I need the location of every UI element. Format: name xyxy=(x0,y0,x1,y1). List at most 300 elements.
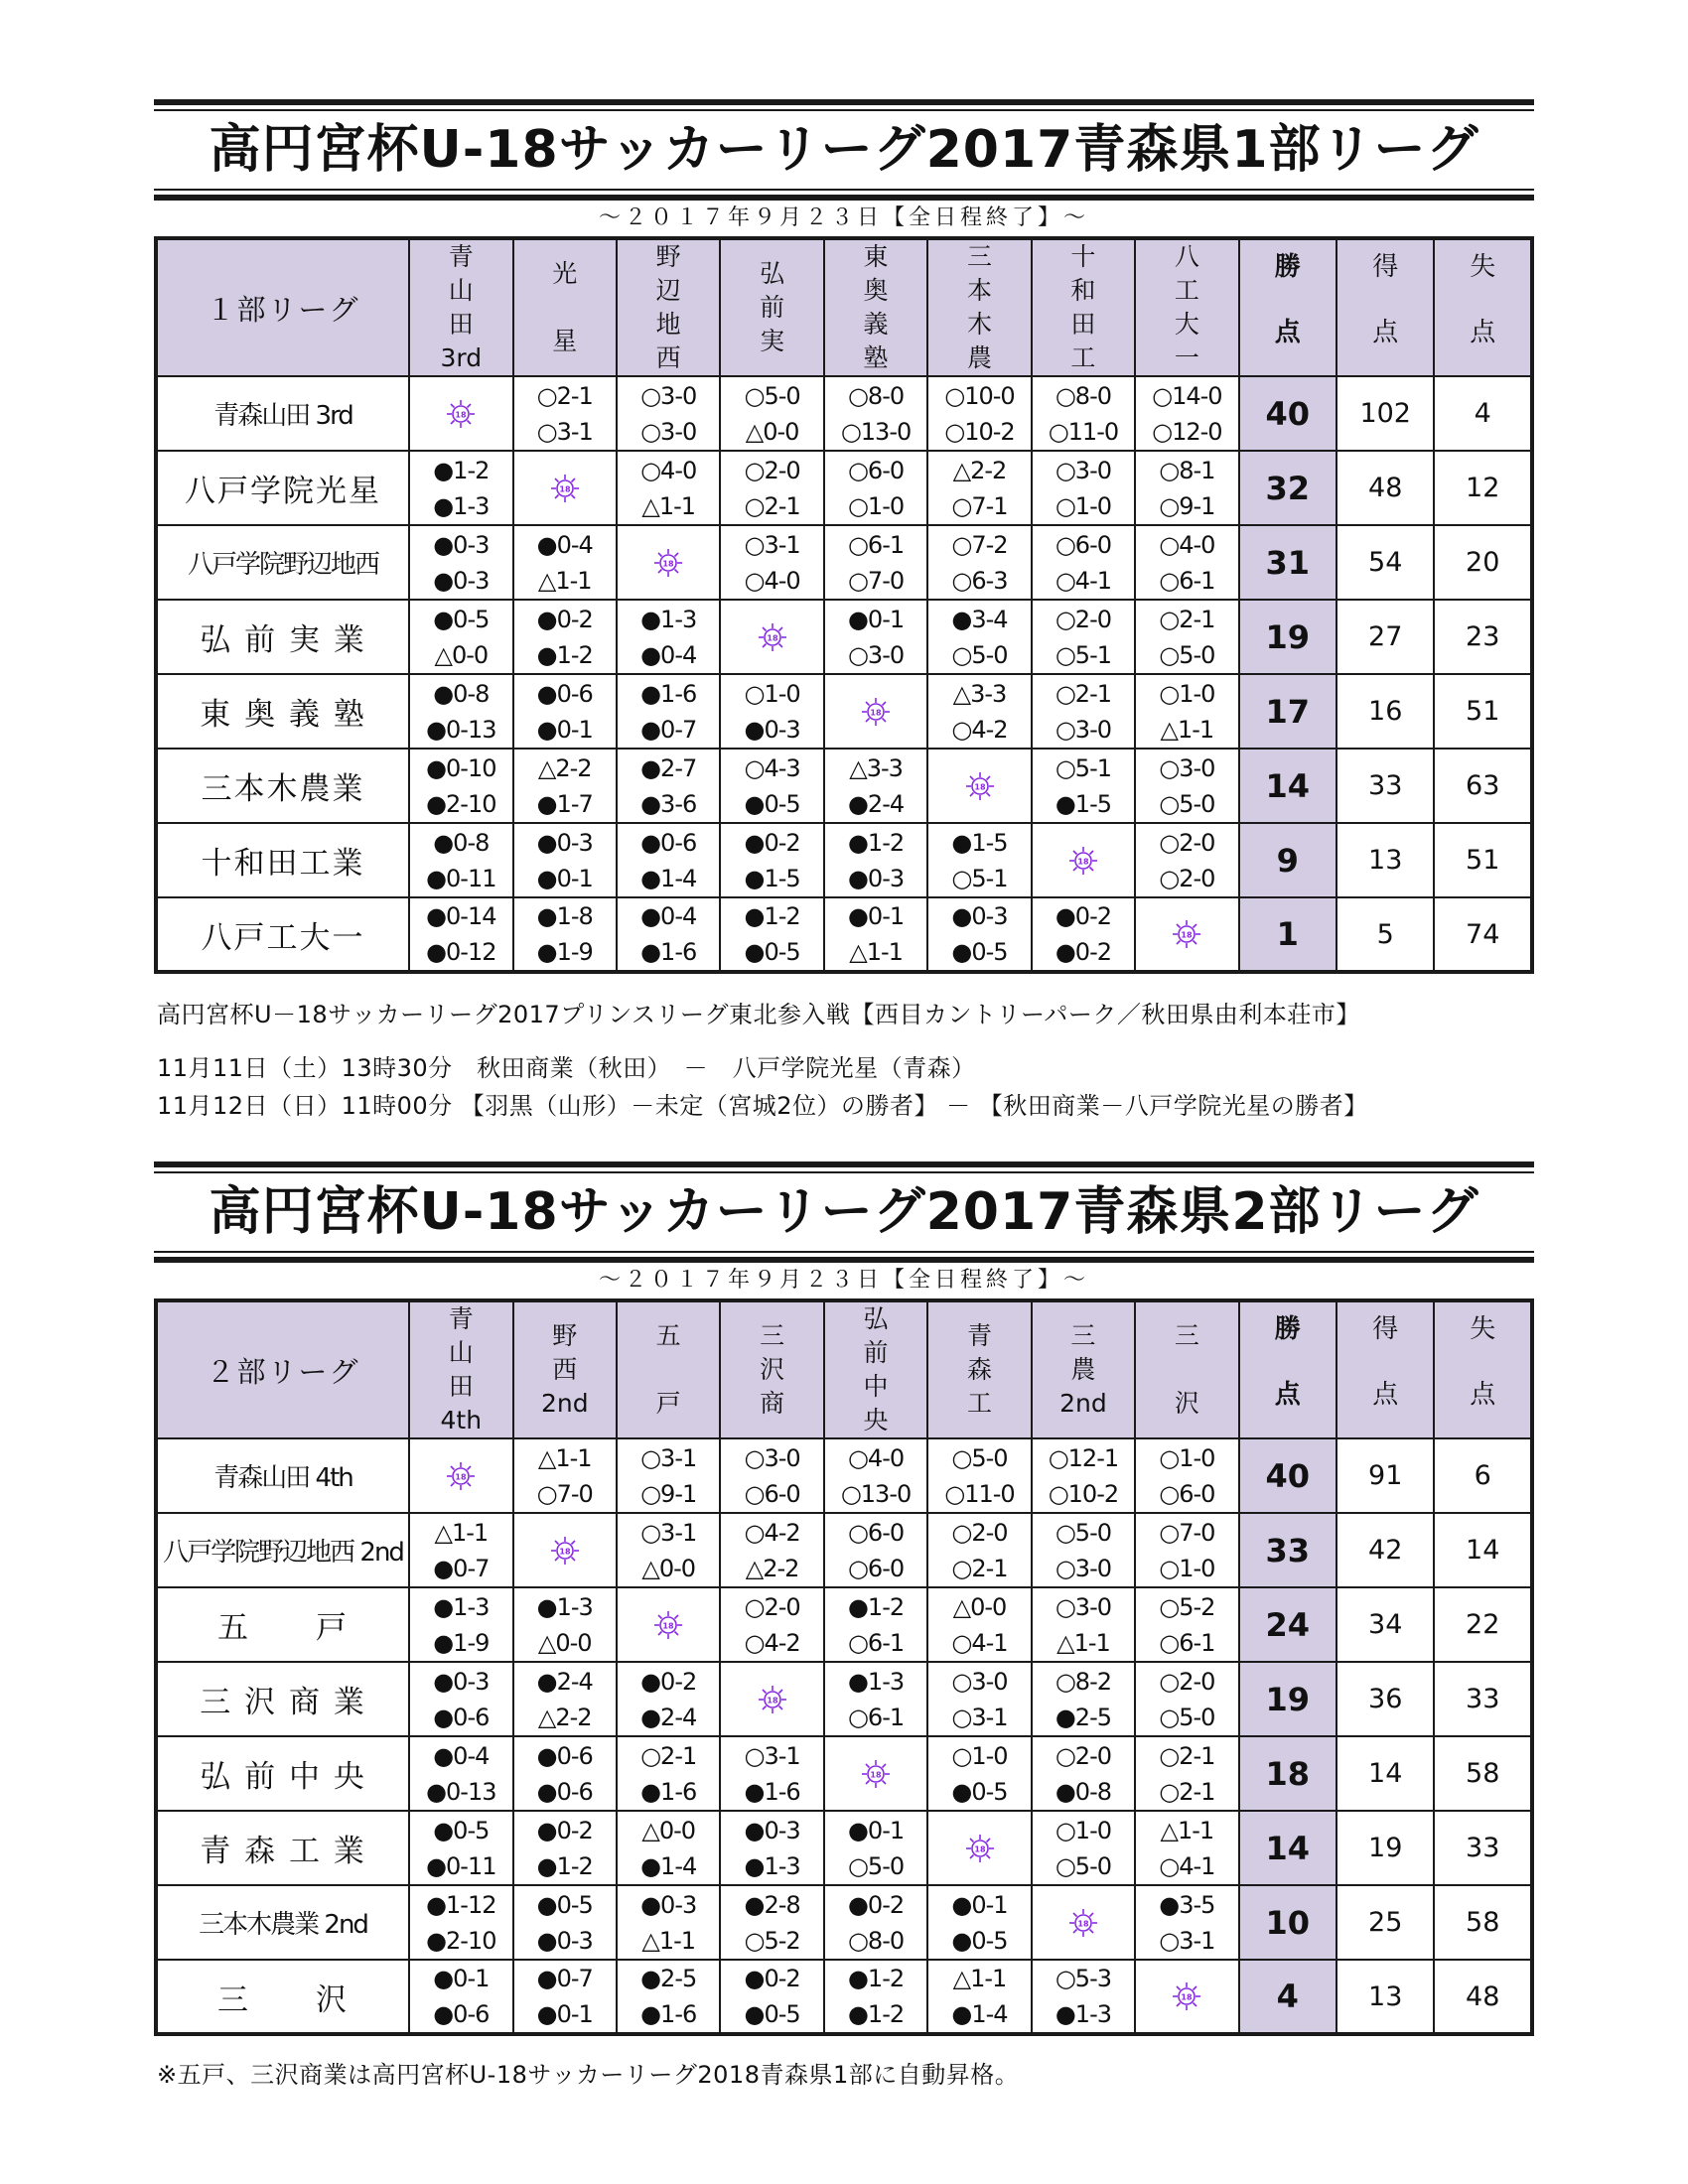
emblem-icon xyxy=(965,771,995,801)
header-row xyxy=(156,1300,1532,1438)
team-name: 五 戸 xyxy=(156,1587,409,1662)
league1-section xyxy=(154,99,1534,974)
result-cell xyxy=(409,451,512,525)
result-cell xyxy=(1032,451,1135,525)
self-match-cell xyxy=(513,1513,617,1587)
result-cell xyxy=(1032,1736,1135,1811)
first-leg-result: ●0-3 xyxy=(433,1667,490,1696)
column-header-label: 青 山 田 3rd xyxy=(440,242,483,372)
goals-against-cell: 22 xyxy=(1434,1587,1532,1662)
second-leg-result: ●2-4 xyxy=(640,1703,697,1731)
first-leg-result: ○5-1 xyxy=(1055,753,1111,782)
goals-for-cell: 25 xyxy=(1336,1885,1434,1960)
first-leg-result: ●0-3 xyxy=(951,902,1008,930)
second-leg-result: ●0-3 xyxy=(744,715,800,744)
column-header-label: 三 沢 商 xyxy=(760,1321,785,1418)
second-leg-result: ●0-3 xyxy=(847,864,905,892)
column-header-label: 野 西 2nd xyxy=(540,1321,589,1418)
result-cell xyxy=(513,1885,617,1960)
first-leg-result: ○14-0 xyxy=(1152,381,1222,410)
first-leg-result: ●0-3 xyxy=(640,1890,697,1919)
second-leg-result: ○6-0 xyxy=(847,1554,905,1582)
first-leg-result: ●0-2 xyxy=(1055,902,1111,930)
second-leg-result: ●0-5 xyxy=(951,1777,1008,1806)
self-match-cell xyxy=(927,749,1031,823)
first-leg-result: ●2-7 xyxy=(640,753,697,782)
result-cell xyxy=(824,1662,927,1736)
result-cell xyxy=(1135,674,1238,749)
table-row xyxy=(156,451,1532,525)
second-leg-result: △1-1 xyxy=(641,1926,696,1955)
emblem-icon xyxy=(861,697,891,727)
second-leg-result: △1-1 xyxy=(1160,715,1214,744)
second-leg-result: △1-1 xyxy=(1056,1628,1110,1657)
first-leg-result: ●0-1 xyxy=(847,605,905,633)
first-leg-result: ○2-1 xyxy=(1055,679,1111,708)
league1-title: 高円宮杯U-18サッカーリーグ2017青森県1部リーグ xyxy=(209,120,1479,180)
second-leg-result: ○6-1 xyxy=(1159,1628,1215,1657)
second-leg-result: ○1-0 xyxy=(1159,1554,1215,1582)
svg-text:18: 18 xyxy=(559,484,571,493)
second-leg-result: ●1-6 xyxy=(640,938,697,966)
emblem-icon xyxy=(653,548,683,578)
first-leg-result: ○3-1 xyxy=(640,1443,697,1472)
result-cell xyxy=(927,600,1031,674)
column-header xyxy=(513,1300,617,1438)
svg-text:18: 18 xyxy=(1077,1919,1089,1928)
first-leg-result: ●0-1 xyxy=(951,1890,1008,1919)
first-leg-result: ○1-0 xyxy=(1159,679,1215,708)
svg-text:18: 18 xyxy=(455,410,467,419)
column-header-label: 三 農 2nd xyxy=(1059,1321,1107,1418)
footer-note: ※五戸、三沢商業は高円宮杯U-18サッカーリーグ2018青森県1部に自動昇格。 xyxy=(157,2061,1020,2089)
emblem-icon xyxy=(965,1834,995,1863)
second-leg-result: ○5-2 xyxy=(744,1926,800,1955)
points-cell: 14 xyxy=(1239,749,1336,823)
first-leg-result: ●1-2 xyxy=(847,1592,905,1621)
column-header xyxy=(720,238,823,376)
second-leg-result: △0-0 xyxy=(537,1628,592,1657)
second-leg-result: ○4-1 xyxy=(951,1628,1008,1657)
result-cell xyxy=(927,1736,1031,1811)
first-leg-result: ●0-2 xyxy=(536,1816,593,1844)
svg-text:18: 18 xyxy=(1077,857,1089,866)
result-cell xyxy=(409,823,512,897)
result-cell xyxy=(513,823,617,897)
result-cell xyxy=(824,897,927,972)
goals-for-cell: 102 xyxy=(1336,376,1434,451)
second-leg-result: △0-0 xyxy=(641,1554,696,1582)
emblem-icon xyxy=(861,1759,891,1789)
self-match-cell xyxy=(409,376,512,451)
result-cell xyxy=(720,1811,823,1885)
result-cell xyxy=(409,1662,512,1736)
column-header-label: 三 本 木 農 xyxy=(966,242,992,372)
first-leg-result: ○3-1 xyxy=(640,1518,697,1547)
result-cell xyxy=(1135,600,1238,674)
column-header xyxy=(927,1300,1031,1438)
result-cell xyxy=(1032,1811,1135,1885)
second-leg-result: ○4-0 xyxy=(744,566,800,595)
result-cell xyxy=(720,1885,823,1960)
points-cell: 40 xyxy=(1239,1438,1336,1513)
first-leg-result: ●2-8 xyxy=(744,1890,800,1919)
first-leg-result: ●3-4 xyxy=(951,605,1008,633)
emblem-icon xyxy=(758,622,787,652)
column-header-label: 五 戸 xyxy=(655,1321,681,1418)
second-leg-result: ●1-3 xyxy=(433,491,490,520)
second-leg-result: ○4-1 xyxy=(1159,1851,1215,1880)
result-cell xyxy=(927,1960,1031,2034)
table-row xyxy=(156,674,1532,749)
team-name: 八戸学院野辺地西 xyxy=(156,525,409,600)
stat-header-label: 失 点 xyxy=(1470,1313,1496,1410)
result-cell xyxy=(1032,897,1135,972)
goals-for-header xyxy=(1336,1300,1434,1438)
result-cell xyxy=(617,451,720,525)
result-cell xyxy=(513,600,617,674)
emblem-icon xyxy=(446,399,476,429)
second-leg-result: ●0-12 xyxy=(426,938,496,966)
emblem-icon xyxy=(1068,1908,1098,1938)
svg-text:18: 18 xyxy=(870,708,882,717)
league1-subtitle: ～２０１７年９月２３日【全日程終了】～ xyxy=(598,205,1089,230)
first-leg-result: ○8-1 xyxy=(1159,456,1215,484)
second-leg-result: ○4-2 xyxy=(744,1628,800,1657)
self-match-cell xyxy=(617,1587,720,1662)
result-cell xyxy=(617,1811,720,1885)
second-leg-result: ○12-0 xyxy=(1152,417,1222,446)
second-leg-result: ●0-5 xyxy=(744,789,800,818)
first-leg-result: ○1-0 xyxy=(1055,1816,1111,1844)
goals-for-header xyxy=(1336,238,1434,376)
table-row xyxy=(156,1513,1532,1587)
column-header-label: 弘 前 中 央 xyxy=(863,1304,889,1434)
second-leg-result: ●1-7 xyxy=(536,789,593,818)
second-leg-result: ○4-2 xyxy=(951,715,1008,744)
first-leg-result: ○3-0 xyxy=(951,1667,1008,1696)
team-name: 弘 前 実 業 xyxy=(156,600,409,674)
first-leg-result: ●1-2 xyxy=(847,828,905,857)
points-cell: 17 xyxy=(1239,674,1336,749)
result-cell xyxy=(617,1885,720,1960)
first-leg-result: △0-0 xyxy=(952,1592,1007,1621)
result-cell xyxy=(1135,1736,1238,1811)
second-leg-result: ●3-6 xyxy=(640,789,697,818)
first-leg-result: ○8-2 xyxy=(1055,1667,1111,1696)
first-leg-result: ○3-0 xyxy=(1055,456,1111,484)
table-row xyxy=(156,1438,1532,1513)
result-cell xyxy=(409,1736,512,1811)
result-cell xyxy=(513,674,617,749)
self-match-cell xyxy=(720,1662,823,1736)
league2-subtitle: ～２０１７年９月２３日【全日程終了】～ xyxy=(598,1268,1089,1293)
prince-note-match2: 11月12日（日）11時00分 【羽黒（山形）－未定（宮城2位）の勝者】 － 【秋田商業－八戸学院光星の勝者】 xyxy=(157,1092,1368,1120)
first-leg-result: ●0-4 xyxy=(640,902,697,930)
second-leg-result: ●1-2 xyxy=(847,2000,905,2028)
self-match-cell xyxy=(1135,1960,1238,2034)
second-leg-result: ●0-6 xyxy=(536,1777,593,1806)
first-leg-result: ○4-2 xyxy=(744,1518,800,1547)
first-leg-result: ○3-1 xyxy=(744,530,800,559)
first-leg-result: △1-1 xyxy=(434,1518,489,1547)
first-leg-result: ●0-2 xyxy=(744,1965,800,1992)
second-leg-result: ○6-1 xyxy=(1159,566,1215,595)
result-cell xyxy=(1135,749,1238,823)
first-leg-result: ●0-1 xyxy=(433,1965,490,1992)
first-leg-result: ○2-1 xyxy=(1159,605,1215,633)
emblem-icon xyxy=(550,1536,580,1566)
svg-text:18: 18 xyxy=(1181,930,1193,940)
goals-for-cell: 34 xyxy=(1336,1587,1434,1662)
self-match-cell xyxy=(409,1438,512,1513)
second-leg-result: ○5-0 xyxy=(951,640,1008,669)
second-leg-result: ○2-1 xyxy=(951,1554,1008,1582)
result-cell xyxy=(1135,1885,1238,1960)
result-cell xyxy=(617,897,720,972)
second-leg-result: ○1-0 xyxy=(1055,491,1111,520)
stat-header-label: 得 点 xyxy=(1372,1313,1399,1410)
result-cell xyxy=(1135,823,1238,897)
goals-against-cell: 4 xyxy=(1434,376,1532,451)
first-leg-result: ○4-0 xyxy=(1159,530,1215,559)
team-name: 弘 前 中 央 xyxy=(156,1736,409,1811)
second-leg-result: ●1-6 xyxy=(744,1777,800,1806)
table-row xyxy=(156,1587,1532,1662)
self-match-cell xyxy=(513,451,617,525)
first-leg-result: ○1-0 xyxy=(744,679,800,708)
team-name: 八戸学院野辺地西 2nd xyxy=(156,1513,409,1587)
first-leg-result: ●0-4 xyxy=(433,1741,490,1770)
second-leg-result: ○7-1 xyxy=(951,491,1008,520)
table-row xyxy=(156,1960,1532,2034)
first-leg-result: ●0-5 xyxy=(433,1816,490,1844)
result-cell xyxy=(409,1885,512,1960)
result-cell xyxy=(513,525,617,600)
result-cell xyxy=(513,1587,617,1662)
svg-text:18: 18 xyxy=(559,1547,571,1556)
first-leg-result: ●0-5 xyxy=(433,605,490,633)
header-row xyxy=(156,238,1532,376)
second-leg-result: ●0-3 xyxy=(536,1926,593,1955)
second-leg-result: ●0-5 xyxy=(744,2000,800,2028)
first-leg-result: ○8-0 xyxy=(1055,381,1111,410)
result-cell xyxy=(617,749,720,823)
goals-for-cell: 54 xyxy=(1336,525,1434,600)
result-cell xyxy=(927,1513,1031,1587)
second-leg-result: ●1-4 xyxy=(951,2000,1008,2028)
first-leg-result: ○5-0 xyxy=(951,1443,1008,1472)
second-leg-result: ●0-6 xyxy=(433,2000,490,2028)
column-header xyxy=(513,238,617,376)
points-cell: 33 xyxy=(1239,1513,1336,1587)
emblem-icon xyxy=(1068,846,1098,876)
title-rule-top xyxy=(154,1161,1534,1173)
second-leg-result: ●0-8 xyxy=(1055,1777,1111,1806)
second-leg-result: ●1-5 xyxy=(1055,789,1111,818)
table-row xyxy=(156,600,1532,674)
svg-text:18: 18 xyxy=(662,1621,674,1630)
goals-against-header xyxy=(1434,1300,1532,1438)
column-header xyxy=(720,1300,823,1438)
result-cell xyxy=(720,1587,823,1662)
second-leg-result: ●0-2 xyxy=(1055,938,1111,966)
result-cell xyxy=(1032,525,1135,600)
result-cell xyxy=(1032,674,1135,749)
first-leg-result: ○12-1 xyxy=(1048,1443,1119,1472)
goals-for-cell: 91 xyxy=(1336,1438,1434,1513)
second-leg-result: ○6-3 xyxy=(951,566,1008,595)
first-leg-result: △0-0 xyxy=(641,1816,696,1844)
second-leg-result: ●0-11 xyxy=(426,864,496,892)
league1-standings-table xyxy=(154,236,1534,974)
second-leg-result: ●0-13 xyxy=(426,715,496,744)
first-leg-result: ○5-2 xyxy=(1159,1592,1215,1621)
column-header xyxy=(1032,1300,1135,1438)
stat-header-label: 勝 点 xyxy=(1274,251,1301,347)
second-leg-result: ○5-0 xyxy=(847,1851,905,1880)
result-cell xyxy=(617,823,720,897)
points-cell: 18 xyxy=(1239,1736,1336,1811)
goals-against-cell: 58 xyxy=(1434,1885,1532,1960)
result-cell xyxy=(720,674,823,749)
points-cell: 14 xyxy=(1239,1811,1336,1885)
second-leg-result: ●0-4 xyxy=(640,640,697,669)
result-cell xyxy=(720,897,823,972)
corner-label: １部リーグ xyxy=(156,238,409,376)
team-name: 青森山田 3rd xyxy=(156,376,409,451)
first-leg-result: ●0-8 xyxy=(433,679,490,708)
goals-against-cell: 51 xyxy=(1434,823,1532,897)
first-leg-result: ●0-2 xyxy=(640,1667,697,1696)
second-leg-result: ●2-5 xyxy=(1055,1703,1111,1731)
goals-against-cell: 33 xyxy=(1434,1662,1532,1736)
result-cell xyxy=(927,1662,1031,1736)
second-leg-result: ●1-4 xyxy=(640,864,697,892)
second-leg-result: ●1-4 xyxy=(640,1851,697,1880)
first-leg-result: ●0-6 xyxy=(536,679,593,708)
first-leg-result: ●0-6 xyxy=(536,1741,593,1770)
league2-title: 高円宮杯U-18サッカーリーグ2017青森県2部リーグ xyxy=(209,1182,1479,1242)
second-leg-result: ○5-0 xyxy=(1159,789,1215,818)
result-cell xyxy=(409,1960,512,2034)
result-cell xyxy=(824,451,927,525)
first-leg-result: ●0-14 xyxy=(426,902,496,930)
result-cell xyxy=(513,749,617,823)
result-cell xyxy=(513,1438,617,1513)
first-leg-result: ○2-1 xyxy=(1159,1741,1215,1770)
goals-for-cell: 16 xyxy=(1336,674,1434,749)
column-header xyxy=(617,1300,720,1438)
first-leg-result: ○2-0 xyxy=(744,456,800,484)
result-cell xyxy=(720,1960,823,2034)
second-leg-result: △1-1 xyxy=(537,566,592,595)
result-cell xyxy=(617,1662,720,1736)
result-cell xyxy=(409,1587,512,1662)
column-header xyxy=(617,238,720,376)
second-leg-result: ●2-10 xyxy=(426,789,496,818)
second-leg-result: ●1-6 xyxy=(640,1777,697,1806)
first-leg-result: ○2-0 xyxy=(1055,605,1111,633)
second-leg-result: ○6-1 xyxy=(847,1628,905,1657)
result-cell xyxy=(1135,1587,1238,1662)
points-cell: 32 xyxy=(1239,451,1336,525)
goals-for-cell: 33 xyxy=(1336,749,1434,823)
points-cell: 4 xyxy=(1239,1960,1336,2034)
result-cell xyxy=(824,1587,927,1662)
first-leg-result: ●1-2 xyxy=(847,1965,905,1992)
column-header-label: 弘 前 実 xyxy=(760,259,785,355)
result-cell xyxy=(1032,1960,1135,2034)
first-leg-result: ○6-0 xyxy=(847,1518,905,1547)
table-row xyxy=(156,376,1532,451)
emblem-icon xyxy=(1172,919,1201,949)
goals-against-cell: 23 xyxy=(1434,600,1532,674)
first-leg-result: △3-3 xyxy=(849,753,903,782)
points-header xyxy=(1239,1300,1336,1438)
result-cell xyxy=(1032,1438,1135,1513)
goals-for-cell: 5 xyxy=(1336,897,1434,972)
second-leg-result: ○11-0 xyxy=(944,1479,1015,1508)
self-match-cell xyxy=(927,1811,1031,1885)
svg-text:18: 18 xyxy=(870,1770,882,1779)
column-header-label: 十 和 田 工 xyxy=(1070,242,1096,372)
first-leg-result: ○2-0 xyxy=(1159,828,1215,857)
table-row xyxy=(156,525,1532,600)
first-leg-result: ●0-6 xyxy=(640,828,697,857)
first-leg-result: ●1-3 xyxy=(847,1667,905,1696)
first-leg-result: ●0-3 xyxy=(536,828,593,857)
second-leg-result: ○5-0 xyxy=(1055,1851,1111,1880)
league2-standings-table xyxy=(154,1298,1534,2036)
second-leg-result: ○6-0 xyxy=(1159,1479,1215,1508)
second-leg-result: ●0-5 xyxy=(951,1926,1008,1955)
second-leg-result: ●0-3 xyxy=(433,566,490,595)
second-leg-result: ●2-10 xyxy=(426,1926,496,1955)
result-cell xyxy=(720,749,823,823)
points-cell: 10 xyxy=(1239,1885,1336,1960)
result-cell xyxy=(617,1736,720,1811)
second-leg-result: ●0-1 xyxy=(536,864,593,892)
second-leg-result: ●1-9 xyxy=(536,938,593,966)
goals-for-cell: 13 xyxy=(1336,1960,1434,2034)
first-leg-result: ●1-2 xyxy=(433,456,490,484)
second-leg-result: ○13-0 xyxy=(840,417,912,446)
second-leg-result: ○3-1 xyxy=(1159,1926,1215,1955)
result-cell xyxy=(1032,749,1135,823)
second-leg-result: ●0-5 xyxy=(951,938,1008,966)
result-cell xyxy=(617,674,720,749)
second-leg-result: △0-0 xyxy=(745,417,799,446)
emblem-icon xyxy=(550,474,580,503)
team-name: 東 奥 義 塾 xyxy=(156,674,409,749)
result-cell xyxy=(1135,1513,1238,1587)
first-leg-result: ○6-0 xyxy=(1055,530,1111,559)
svg-text:18: 18 xyxy=(767,633,778,642)
second-leg-result: ●0-1 xyxy=(536,715,593,744)
first-leg-result: ○3-0 xyxy=(744,1443,800,1472)
goals-for-cell: 48 xyxy=(1336,451,1434,525)
first-leg-result: △1-1 xyxy=(1160,1816,1214,1844)
first-leg-result: ●1-3 xyxy=(536,1592,593,1621)
first-leg-result: ●1-5 xyxy=(951,828,1008,857)
self-match-cell xyxy=(1032,1885,1135,1960)
team-name: 八戸学院光星 xyxy=(156,451,409,525)
result-cell xyxy=(927,451,1031,525)
result-cell xyxy=(720,823,823,897)
result-cell xyxy=(1135,451,1238,525)
points-cell: 19 xyxy=(1239,600,1336,674)
